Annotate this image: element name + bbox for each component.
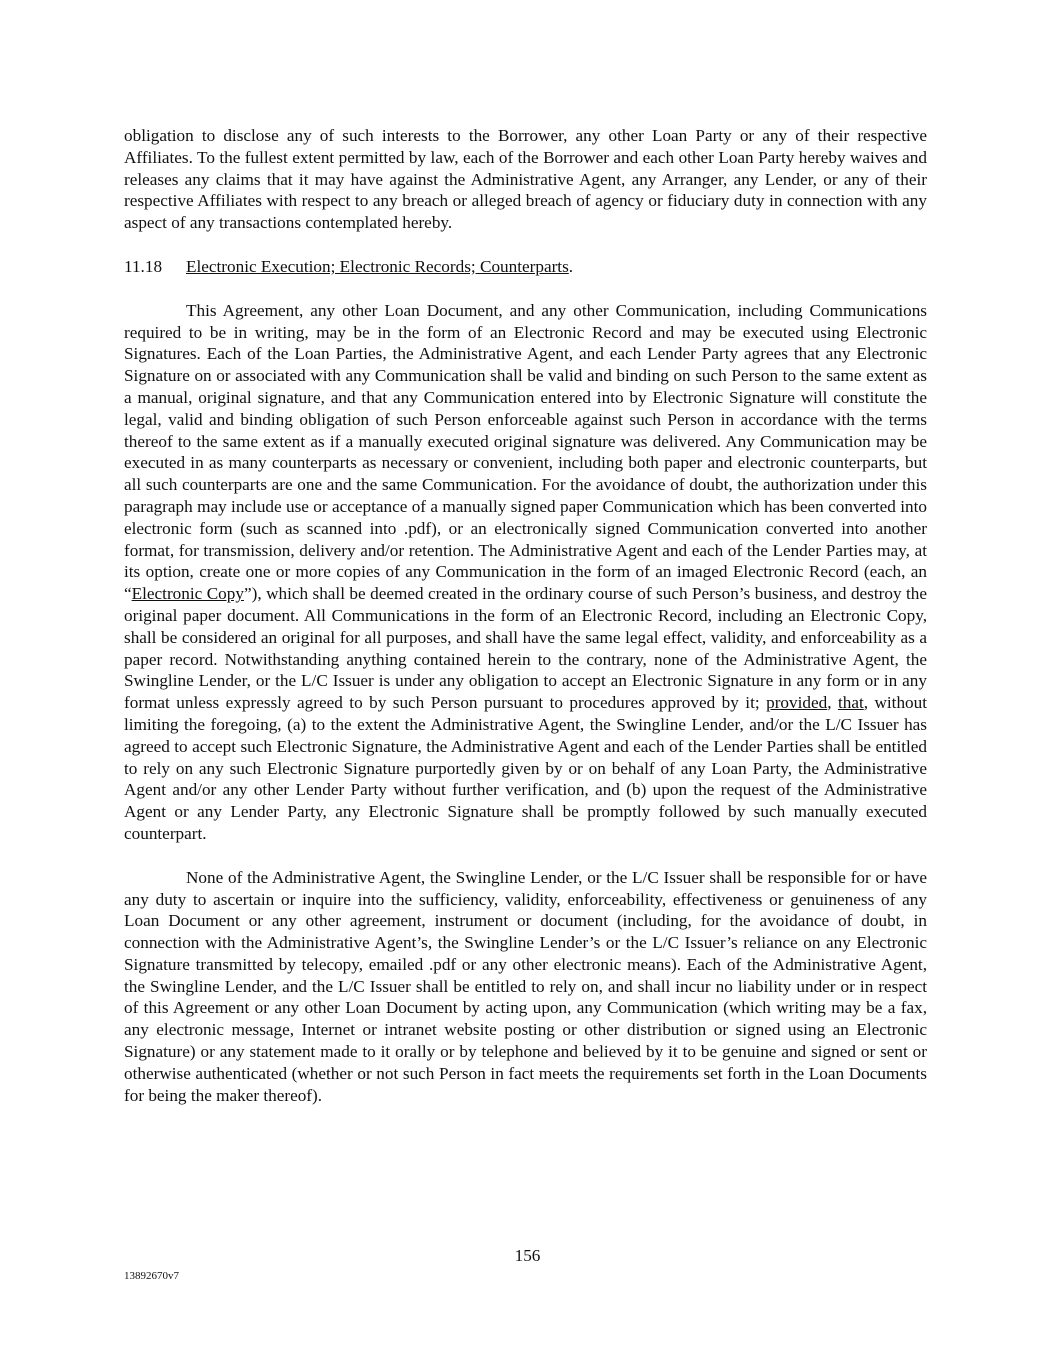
paragraph-text: , without limiting the foregoing, (a) to the extent the Administrative Agent, the Swingline Lender, and/or the L/C Issuer has agreed to accept such Electronic Signature, the Administrative Agent and each of the Lender Parties shall be entitled to rely on any such Electronic Signature purportedly given by or on behalf of any Loan Party, the Administrative Agent and/or any other Lender Party without further verification, and (b) upon the request of the Administrative Agent or any Lender Party, any Electronic Signature shall be promptly followed by such manually executed counterpart. (124, 693, 928, 843)
section-heading (124, 256, 927, 278)
term-that: that (837, 693, 864, 713)
page-number: 156 (514, 1246, 541, 1265)
document-id: 13892670v7 (124, 1270, 179, 1282)
section-number: 11.18 (124, 256, 163, 276)
term-provided: provided (766, 693, 828, 713)
section-title: Electronic Execution; Electronic Records; Counterparts (186, 256, 569, 276)
separator-comma: , (827, 693, 838, 713)
defined-term-electronic-copy: Electronic Copy (131, 584, 244, 604)
paragraph-continuation: obligation to disclose any of such interests to the Borrower, any other Loan Party or any of their respective Affiliates. To the fullest extent permitted by law, each of the Borrower and each other Loan Party hereby waives and releases any claims that it may have against the Administrative Agent, any Arranger, any Lender, or any of their respective Affiliates with respect to any breach or alleged breach of agency or fiduciary duty in connection with any aspect of any transactions contemplated hereby. (124, 126, 927, 233)
paragraph-electronic-execution (124, 300, 927, 845)
page-body (124, 125, 927, 1106)
section-title-period: . (568, 256, 574, 276)
paragraph-no-duty: None of the Administrative Agent, the Swingline Lender, or the L/C Issuer shall be responsible for or have any duty to ascertain or inquire into the sufficiency, validity, enforceability, effectiveness or genuineness of any Loan Document or any other agreement, instrument or document (including, for the avoidance of doubt, in connection with the Administrative Agent’s, the Swingline Lender’s or the L/C Issuer’s reliance on any Electronic Signature transmitted by telecopy, emailed .pdf or any other electronic means). Each of the Administrative Agent, the Swingline Lender, and the L/C Issuer shall be entitled to rely on, and shall incur no liability under or in respect of this Agreement or any other Loan Document by acting upon, any Communication (which writing may be a fax, any electronic message, Internet or intranet website posting or other distribution or signed using an Electronic Signature) or any statement made to it orally or by telephone and believed by it to be genuine and signed or sent or otherwise authenticated (whether or not such Person in fact meets the requirements set forth in the Loan Documents for being the maker thereof). (124, 867, 927, 1105)
paragraph-text: ”), which shall be deemed created in the ordinary course of such Person’s business, and destroy the original paper document. All Communications in the form of an Electronic Record, including an Electronic Copy, shall be considered an original for all purposes, and shall have the same legal effect, validity, and enforceability as a paper record. Notwithstanding anything contained herein to the contrary, none of the Administrative Agent, the Swingline Lender, or the L/C Issuer is under any obligation to accept an Electronic Signature in any form or in any format unless expressly agreed to by such Person pursuant to procedures approved by it; (124, 584, 927, 713)
paragraph-text: This Agreement, any other Loan Document, and any other Communication, including Communications required to be in writing, may be in the form of an Electronic Record and may be executed using Electronic Signatures. Each of the Loan Parties, the Administrative Agent, and each Lender Party agrees that any Electronic Signature on or associated with any Communication shall be valid and binding on such Person to the same extent as a manual, original signature, and that any Communication entered into by Electronic Signature will constitute the legal, valid and binding obligation of such Person enforceable against such Person in accordance with the terms thereof to the same extent as if a manually executed original signature was delivered. Any Communication may be executed in as many counterparts as necessary or convenient, including both paper and electronic counterparts, but all such counterparts are one and the same Communication. For the avoidance of doubt, the authorization under this paragraph may include use or acceptance of a manually signed paper Communication which has been converted into electronic form (such as scanned into .pdf), or an electronically signed Communication converted into another format, for transmission, delivery and/or retention. The Administrative Agent and each of the Lender Parties may, at its option, create one or more copies of any Communication in the form of an imaged Electronic Record (each, an “ (124, 300, 927, 604)
